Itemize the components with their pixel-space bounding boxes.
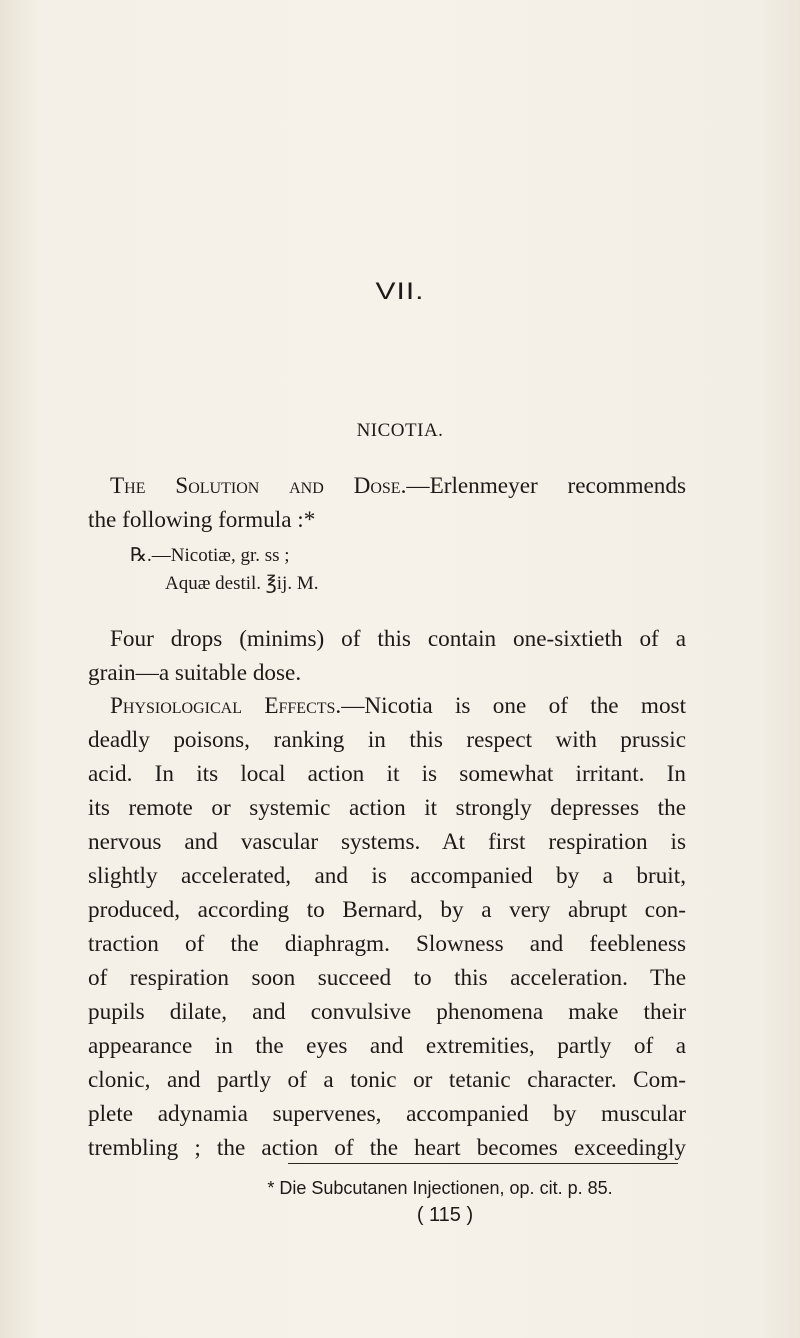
paragraph-text: —Erlenmeyer recommends [406, 473, 687, 499]
paragraph-line: appearance in the eyes and extremities, partly of a [88, 1033, 686, 1059]
chapter-number: VII. [375, 278, 425, 305]
page-number: ( 115 ) [416, 1204, 474, 1226]
paragraph-line: trembling ; the action of the heart becomes exceedingly [88, 1135, 686, 1161]
paragraph-line: Four drops (minims) of this contain one-sixtieth of a [110, 626, 686, 652]
paragraph-line: traction of the diaphragm. Slowness and feebleness [88, 931, 686, 957]
paragraph-solution-and-dose [88, 469, 686, 537]
paragraph-line: plete adynamia supervenes, accompanied by muscular [88, 1101, 686, 1127]
paragraph-line: grain—a suitable dose. [88, 660, 302, 686]
paragraph-line: deadly poisons, ranking in this respect with prussic [88, 727, 686, 753]
paragraph-line: its remote or systemic action it strongly depresses the [88, 795, 686, 821]
paragraph-line [88, 469, 686, 503]
section-title: NICOTIA. [356, 420, 444, 441]
paragraph-physiological-effects [88, 689, 686, 1165]
prescription-line: ℞.—Nicotiæ, gr. ss ; [130, 545, 290, 566]
paragraph-line: of respiration soon succeed to this acceleration. The [88, 965, 686, 991]
paragraph-dose [88, 622, 686, 690]
footnote-divider [288, 1163, 678, 1164]
paragraph-line: produced, according to Bernard, by a very abrupt con- [88, 897, 686, 923]
footnote: * Die Subcutanen Injectionen, op. cit. p. 85. [267, 1178, 613, 1198]
paragraph-line: acid. In its local action it is somewhat irritant. In [88, 761, 686, 787]
paragraph-line: the following formula :* [88, 507, 316, 533]
paragraph-line: slightly accelerated, and is accompanied by a bruit, [88, 863, 686, 889]
run-in-heading: The Solution and Dose. [110, 473, 407, 499]
run-in-heading: Physiological Effects. [110, 693, 342, 719]
paragraph-line [88, 689, 686, 723]
paragraph-line: nervous and vascular systems. At first respiration is [88, 829, 686, 855]
paragraph-text: —Nicotia is one of the most [341, 693, 687, 719]
paragraph-line: pupils dilate, and convulsive phenomena make their [88, 999, 686, 1025]
prescription-line: Aquæ destil. ℥ij. M. [165, 573, 319, 594]
paragraph-line: clonic, and partly of a tonic or tetanic character. Com- [88, 1067, 686, 1093]
